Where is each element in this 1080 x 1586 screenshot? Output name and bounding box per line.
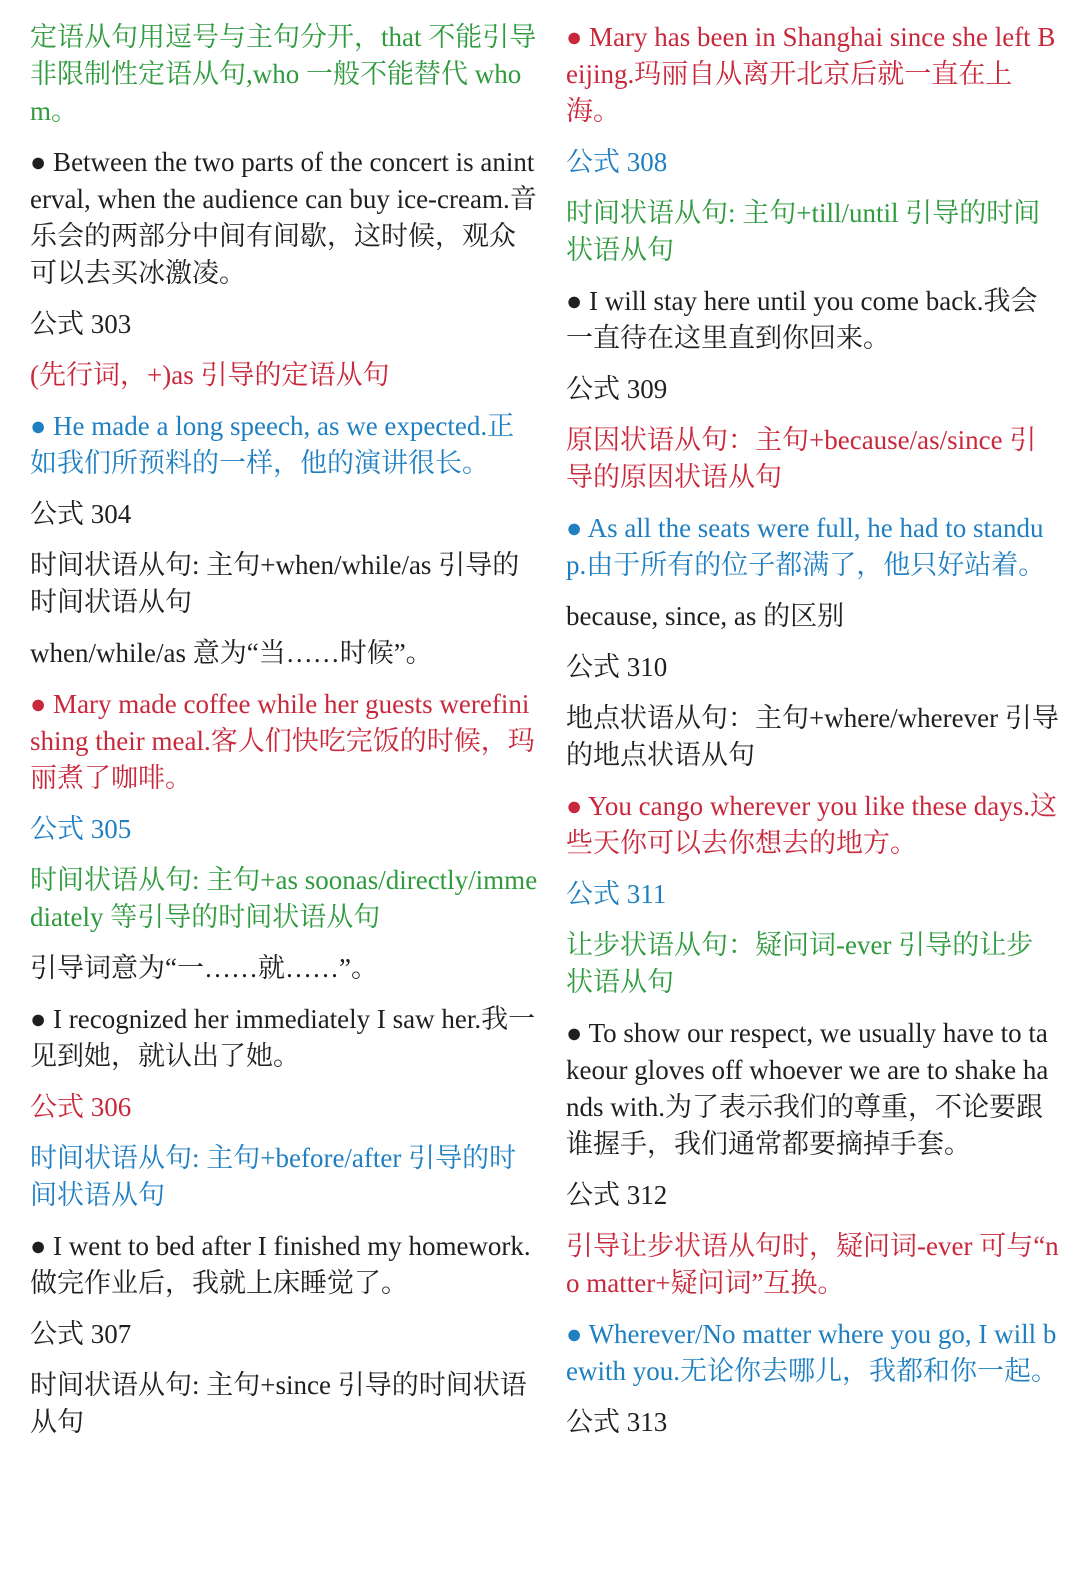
right-column (566, 19, 1060, 1455)
example-mary-coffee: ● Mary made coffee while her guests werefinishing their meal.客人们快吃完饭的时候，玛丽煮了咖啡。 (30, 689, 535, 793)
formula-307-rule: 时间状语从句: 主句+since 引导的时间状语从句 (30, 1370, 527, 1437)
formula-304-heading: 公式 304 (30, 499, 132, 529)
example-wherever-you-go: ● Wherever/No matter where you go, I will bewith you.无论你去哪儿，我都和你一起。 (566, 1319, 1058, 1386)
formula-307-heading: 公式 307 (30, 1319, 132, 1349)
formula-306-rule: 时间状语从句: 主句+before/after 引导的时间状语从句 (30, 1143, 517, 1210)
example-recognized-her: ● I recognized her immediately I saw her.我一见到她，就认出了她。 (30, 1004, 536, 1071)
formula-305-rule: 时间状语从句: 主句+as soonas/directly/immediately 等引导的时间状语从句 (30, 865, 538, 932)
formula-305-note: 引导词意为“一……就……”。 (30, 953, 378, 983)
formula-310-rule: 地点状语从句：主句+where/wherever 引导的地点状语从句 (566, 703, 1059, 770)
example-show-respect: ● To show our respect, we usually have to takeour gloves off whoever we are to shake hands with.为了表示我们的尊重，不论要跟谁握手，我们通常都要摘掉手套。 (566, 1018, 1049, 1159)
example-go-wherever: ● You cango wherever you like these days.这些天你可以去你想去的地方。 (566, 791, 1057, 858)
formula-309-rule: 原因状语从句：主句+because/as/since 引导的原因状语从句 (566, 425, 1037, 492)
example-mary-shanghai: ● Mary has been in Shanghai since she left Beijing.玛丽自从离开北京后就一直在上海。 (566, 22, 1056, 126)
formula-312-rule: 引导让步状语从句时，疑问词-ever 可与“no matter+疑问词”互换。 (566, 1231, 1059, 1298)
formula-303-rule: (先行词，+)as 引导的定语从句 (30, 360, 390, 390)
example-went-to-bed: ● I went to bed after I finished my homework.做完作业后，我就上床睡觉了。 (30, 1231, 531, 1298)
formula-305-heading: 公式 305 (30, 814, 132, 844)
formula-312-heading: 公式 312 (566, 1180, 668, 1210)
formula-310-heading: 公式 310 (566, 652, 668, 682)
example-concert: ● Between the two parts of the concert is aninterval, when the audience can buy ice-cream.音乐会的两部分中间有间歇，这时候，观众可以去买冰激凌。 (30, 147, 537, 288)
formula-313-heading: 公式 313 (566, 1407, 668, 1437)
formula-303-heading: 公式 303 (30, 309, 132, 339)
formula-304-rule: 时间状语从句: 主句+when/while/as 引导的时间状语从句 (30, 550, 520, 617)
note-because-since-as: because, since, as 的区别 (566, 601, 845, 631)
example-long-speech: ● He made a long speech, as we expected.正如我们所预料的一样，他的演讲很长。 (30, 411, 515, 478)
formula-309-heading: 公式 309 (566, 374, 668, 404)
example-seats-full: ● As all the seats were full, he had to standup.由于所有的位子都满了，他只好站着。 (566, 513, 1046, 580)
left-column (30, 19, 538, 1455)
example-stay-here: ● I will stay here until you come back.我会一直待在这里直到你回来。 (566, 286, 1038, 353)
formula-311-rule: 让步状语从句：疑问词-ever 引导的让步状语从句 (566, 930, 1034, 997)
note-restrictive-clause: 定语从句用逗号与主句分开，that 不能引导非限制性定语从句,who 一般不能替代 whom。 (30, 22, 537, 126)
formula-306-heading: 公式 306 (30, 1092, 132, 1122)
formula-308-rule: 时间状语从句: 主句+till/until 引导的时间状语从句 (566, 198, 1041, 265)
formula-308-heading: 公式 308 (566, 147, 668, 177)
formula-311-heading: 公式 311 (566, 879, 667, 909)
formula-304-note: when/while/as 意为“当……时候”。 (30, 638, 433, 668)
